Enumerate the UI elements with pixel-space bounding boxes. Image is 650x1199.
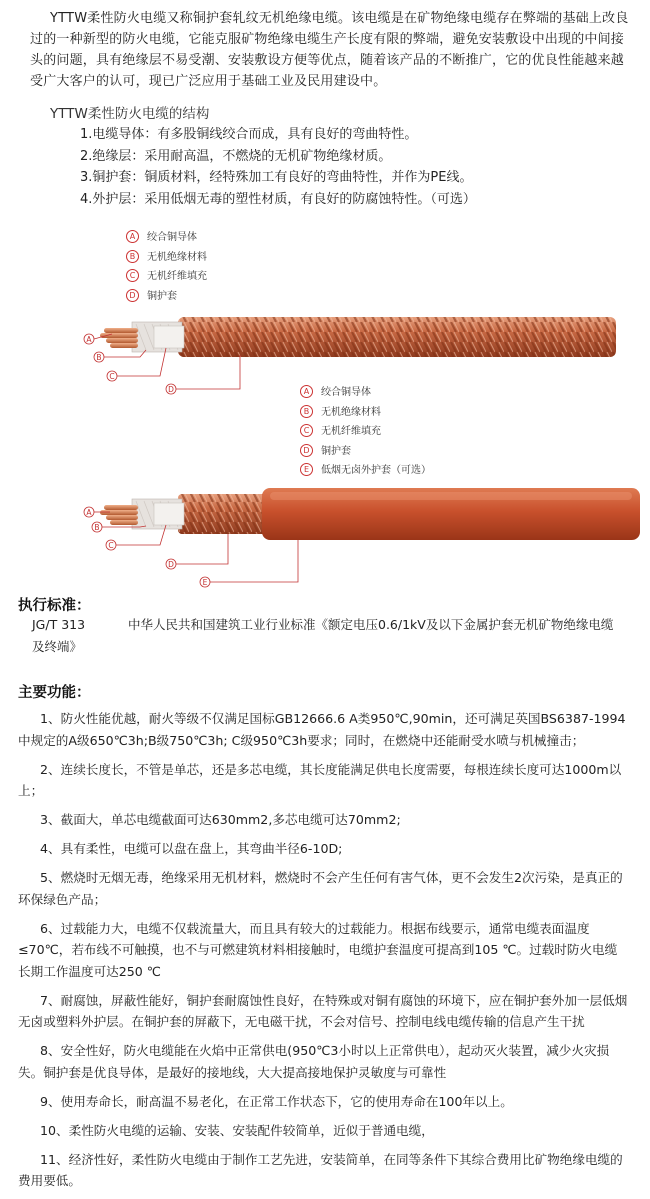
legend-text: 低烟无卤外护套（可选） (321, 465, 431, 476)
function-item: 1、防火性能优越，耐火等级不仅满足国标GB12666.6 A类950℃,90min，还可满足英国BS6387-1994中规定的A级650℃3h;B级750℃3h; C级950℃3h要求；同时，在燃烧中还能耐受水喷与机械撞击； (18, 711, 626, 748)
function-item: 3、截面大，单芯电缆截面可达630mm2,多芯电缆可达70mm2; (40, 812, 401, 827)
intro-text: YTTW柔性防火电缆又称铜护套轧纹无机绝缘电缆。该电缆是在矿物绝缘电缆存在弊端的基础上改良过的一种新型的防火电缆，它能克服矿物绝缘电缆生产长度有限的弊端，避免安装敷设中出现的中间接头的问题，具有绝缘层不易受潮、安装敷设方便等优点，随着该产品的不断推广，它的优良性能越来越受广大客户的认可，现已广泛应用于基础工业及民用建设中。 (30, 11, 629, 89)
structure-item: 3.铜护套：铜质材料，经特殊加工有良好的弯曲特性，并作为PE线。 (80, 170, 473, 185)
legend-letter: D (300, 444, 313, 457)
cable-structure-diagram (0, 222, 650, 592)
structure-item: 4.外护层：采用低烟无毒的塑性材质，有良好的防腐蚀特性。（可选） (80, 191, 476, 207)
functions-heading: 主要功能： (18, 685, 91, 701)
standard-text: 中华人民共和国建筑工业行业标准《额定电压0.6/1kV及以下金属护套无机矿物绝缘电缆及终端》 (32, 617, 614, 654)
legend-letter: A (300, 385, 313, 398)
legend-letter: C (300, 424, 313, 437)
copper-conductor (100, 505, 138, 525)
legend-letter: B (300, 405, 313, 418)
structure-title: YTTW柔性防火电缆的结构 (50, 106, 210, 122)
function-item: 10、柔性防火电缆的运输、安装、安装配件较简单，近似于普通电缆， (40, 1122, 434, 1138)
standard-code: JG/T 313 (32, 617, 86, 632)
legend-text: 铜护套 (147, 290, 177, 302)
callout-letter: A (86, 335, 92, 344)
intro-paragraph (30, 8, 635, 92)
function-item: 6、过载能力大，电缆不仅载流量大，而且具有较大的过载能力。根据布线要示，通常电缆表面温度≤70℃，若布线不可触摸，也不与可燃建筑材料相接触时，电缆护套温度可提高到105 ℃。过载时防火电缆长期工作温度可达250 ℃ (18, 920, 618, 979)
function-item: 2、连续长度长，不管是单芯，还是多芯电缆，其长度能满足供电长度需要，每根连续长度可达1000m以上； (18, 761, 622, 798)
structure-item: 1.电缆导体：有多股铜线绞合而成，具有良好的弯曲特性。 (80, 127, 418, 142)
cable-2 (100, 488, 640, 540)
functions-list (18, 708, 628, 1199)
legend-letter: D (126, 289, 139, 302)
fiber-filling (154, 503, 184, 525)
cable-1 (100, 317, 616, 357)
callout-letter: A (86, 508, 92, 517)
legend-text: 无机纤维填充 (321, 426, 381, 437)
callout-letter: B (96, 353, 102, 362)
function-item: 5、燃烧时无烟无毒，绝缘采用无机材料，燃烧时不会产生任何有害气体，更不会发生2次污染，是真正的环保绿色产品； (18, 870, 623, 907)
sheath-corrugation (178, 317, 616, 357)
standard-row (32, 614, 622, 658)
standard-heading: 执行标准： (18, 598, 91, 614)
legend-text: 铜护套 (321, 445, 351, 457)
jacket-highlight (270, 492, 632, 500)
callout-letter: D (168, 385, 174, 394)
function-item: 8、安全性好，防火电缆能在火焰中正常供电(950℃3小时以上正常供电），起动灭火装置，减少火灾损失。铜护套是优良导体，是最好的接地线，大大提高接地保护灵敏度与可靠性 (18, 1043, 610, 1080)
legend-letter: B (126, 250, 139, 263)
structure-list (80, 124, 476, 210)
callout-letter: C (109, 372, 115, 381)
legend-text: 无机纤维填充 (147, 271, 207, 282)
copper-conductor (100, 328, 138, 348)
legend-text: 无机绝缘材料 (147, 251, 207, 263)
legend-text: 绞合铜导体 (147, 232, 197, 243)
legend-text: 无机绝缘材料 (321, 406, 381, 418)
structure-item: 2.绝缘层：采用耐高温，不燃烧的无机矿物绝缘材质。 (80, 148, 392, 164)
legend-letter: E (300, 463, 313, 476)
callout-letter: E (202, 578, 208, 587)
function-item: 9、使用寿命长，耐高温不易老化，在正常工作状态下，它的使用寿命在100年以上。 (40, 1093, 513, 1109)
legend-letter: C (126, 269, 139, 282)
function-item: 7、耐腐蚀，屏蔽性能好，铜护套耐腐蚀性良好，在特殊或对铜有腐蚀的环境下，应在铜护套外加一层低烟无卤或塑料外护层。在铜护套的屏蔽下，无电磁干扰，不会对信号、控制电线电缆传输的信息产生干扰 (18, 992, 628, 1029)
callout-letter: B (94, 523, 100, 532)
legend-letter: A (126, 230, 139, 243)
sheath-corrugation (178, 494, 273, 534)
function-item: 11、经济性好，柔性防火电缆由于制作工艺先进，安装简单，在同等条件下其综合费用比矿物绝缘电缆的费用要低。 (18, 1151, 623, 1188)
cable-illustration (0, 222, 650, 592)
callout-letter: D (168, 560, 174, 569)
function-item: 4、具有柔性，电缆可以盘在盘上，其弯曲半径6-10D; (40, 841, 343, 856)
callout-letter: C (108, 541, 114, 550)
legend-text: 绞合铜导体 (321, 387, 371, 398)
fiber-filling (154, 326, 184, 348)
